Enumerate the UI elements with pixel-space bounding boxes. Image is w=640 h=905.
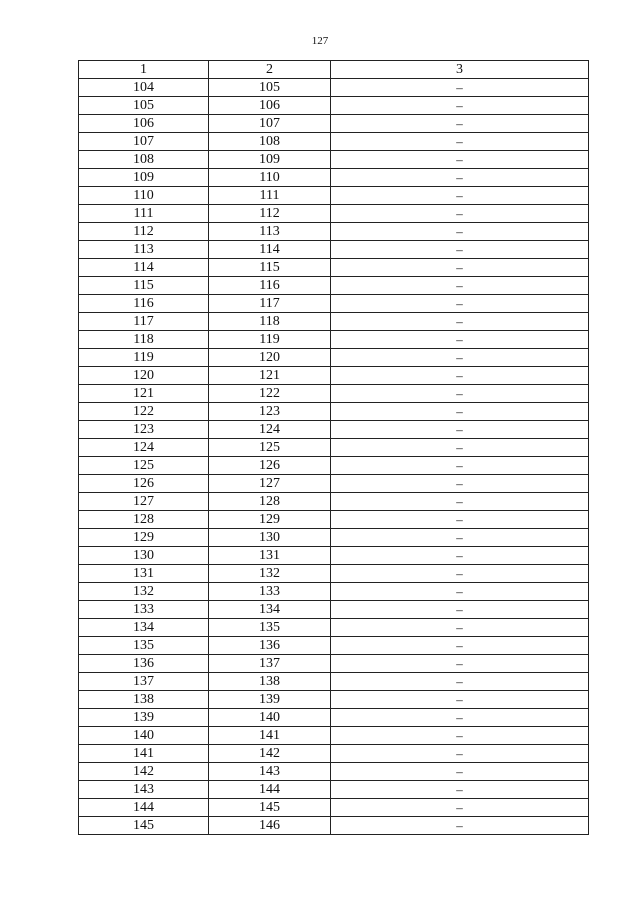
table-row: [79, 547, 589, 565]
table-cell-col2: 114: [209, 241, 331, 259]
table-cell-col3: –: [331, 493, 589, 511]
table-cell-col1: 116: [79, 295, 209, 313]
table-row: [79, 331, 589, 349]
table-cell-col1: 126: [79, 475, 209, 493]
table-cell-col1: 117: [79, 313, 209, 331]
table-cell-col3: –: [331, 349, 589, 367]
table-cell-col3: –: [331, 691, 589, 709]
table-cell-col2: 116: [209, 277, 331, 295]
table-cell-col3: –: [331, 601, 589, 619]
table-cell-col2: 138: [209, 673, 331, 691]
table-cell-col3: –: [331, 277, 589, 295]
table-cell-col3: –: [331, 97, 589, 115]
table-row: [79, 475, 589, 493]
table-cell-col3: –: [331, 457, 589, 475]
column-header-2: 2: [209, 61, 331, 79]
table-cell-col2: 133: [209, 583, 331, 601]
table-row: [79, 259, 589, 277]
table-cell-col1: 143: [79, 781, 209, 799]
table-row: [79, 655, 589, 673]
table-cell-col2: 127: [209, 475, 331, 493]
table-cell-col3: –: [331, 151, 589, 169]
table-cell-col2: 110: [209, 169, 331, 187]
table-cell-col1: 145: [79, 817, 209, 835]
table-cell-col3: –: [331, 673, 589, 691]
table-row: [79, 313, 589, 331]
table-row: [79, 817, 589, 835]
table-cell-col2: 130: [209, 529, 331, 547]
table-cell-col1: 136: [79, 655, 209, 673]
table-cell-col3: –: [331, 439, 589, 457]
table-cell-col3: –: [331, 169, 589, 187]
table-cell-col3: –: [331, 295, 589, 313]
table-cell-col2: 141: [209, 727, 331, 745]
table-cell-col2: 131: [209, 547, 331, 565]
table-cell-col2: 143: [209, 763, 331, 781]
table-cell-col2: 115: [209, 259, 331, 277]
table-cell-col3: –: [331, 115, 589, 133]
table-cell-col3: –: [331, 799, 589, 817]
table-cell-col2: 137: [209, 655, 331, 673]
table-cell-col1: 127: [79, 493, 209, 511]
column-header-3: 3: [331, 61, 589, 79]
table-cell-col2: 105: [209, 79, 331, 97]
table-cell-col2: 123: [209, 403, 331, 421]
table-cell-col3: –: [331, 655, 589, 673]
table-row: [79, 169, 589, 187]
table-row: [79, 223, 589, 241]
table-row: [79, 205, 589, 223]
table-cell-col2: 136: [209, 637, 331, 655]
table-cell-col1: 140: [79, 727, 209, 745]
table-cell-col3: –: [331, 583, 589, 601]
table-cell-col1: 132: [79, 583, 209, 601]
table-cell-col1: 144: [79, 799, 209, 817]
table-cell-col2: 126: [209, 457, 331, 475]
table-row: [79, 493, 589, 511]
table-row: [79, 565, 589, 583]
table-cell-col1: 104: [79, 79, 209, 97]
table-cell-col2: 132: [209, 565, 331, 583]
table-cell-col2: 106: [209, 97, 331, 115]
table-cell-col2: 120: [209, 349, 331, 367]
table-cell-col1: 121: [79, 385, 209, 403]
table-cell-col2: 113: [209, 223, 331, 241]
table-cell-col1: 115: [79, 277, 209, 295]
table-cell-col3: –: [331, 709, 589, 727]
table-row: [79, 403, 589, 421]
table-cell-col3: –: [331, 205, 589, 223]
table-cell-col1: 137: [79, 673, 209, 691]
table-cell-col2: 128: [209, 493, 331, 511]
table-cell-col3: –: [331, 223, 589, 241]
table-row: [79, 151, 589, 169]
table-row: [79, 619, 589, 637]
table-cell-col3: –: [331, 817, 589, 835]
table-cell-col1: 107: [79, 133, 209, 151]
table-cell-col1: 113: [79, 241, 209, 259]
table-row: [79, 187, 589, 205]
table-cell-col2: 112: [209, 205, 331, 223]
table-cell-col3: –: [331, 529, 589, 547]
table-cell-col3: –: [331, 241, 589, 259]
table-cell-col1: 131: [79, 565, 209, 583]
table-row: [79, 133, 589, 151]
table-cell-col3: –: [331, 619, 589, 637]
table-cell-col3: –: [331, 763, 589, 781]
table-cell-col1: 106: [79, 115, 209, 133]
table-row: [79, 115, 589, 133]
table-cell-col3: –: [331, 781, 589, 799]
table-cell-col2: 129: [209, 511, 331, 529]
table-row: [79, 511, 589, 529]
table-row: [79, 763, 589, 781]
table-row: [79, 799, 589, 817]
table-row: [79, 439, 589, 457]
table-cell-col2: 125: [209, 439, 331, 457]
table-cell-col2: 144: [209, 781, 331, 799]
table-cell-col3: –: [331, 745, 589, 763]
header-row: [79, 61, 589, 79]
table-cell-col2: 134: [209, 601, 331, 619]
table-cell-col1: 114: [79, 259, 209, 277]
table-cell-col3: –: [331, 637, 589, 655]
table-cell-col3: –: [331, 403, 589, 421]
table-row: [79, 673, 589, 691]
table-cell-col3: –: [331, 79, 589, 97]
table-cell-col1: 125: [79, 457, 209, 475]
table-cell-col1: 141: [79, 745, 209, 763]
table-cell-col1: 111: [79, 205, 209, 223]
table-cell-col1: 123: [79, 421, 209, 439]
table-row: [79, 529, 589, 547]
table-row: [79, 691, 589, 709]
table-cell-col2: 118: [209, 313, 331, 331]
table-cell-col2: 146: [209, 817, 331, 835]
table-cell-col2: 142: [209, 745, 331, 763]
table-cell-col3: –: [331, 565, 589, 583]
table-cell-col2: 122: [209, 385, 331, 403]
table-cell-col2: 111: [209, 187, 331, 205]
table-cell-col2: 139: [209, 691, 331, 709]
table-cell-col3: –: [331, 367, 589, 385]
table-cell-col2: 108: [209, 133, 331, 151]
table-cell-col1: 133: [79, 601, 209, 619]
table-cell-col3: –: [331, 727, 589, 745]
table-cell-col1: 124: [79, 439, 209, 457]
table-cell-col1: 118: [79, 331, 209, 349]
table-cell-col1: 112: [79, 223, 209, 241]
table-cell-col1: 139: [79, 709, 209, 727]
table-row: [79, 637, 589, 655]
table-cell-col3: –: [331, 547, 589, 565]
table-cell-col3: –: [331, 511, 589, 529]
table-row: [79, 457, 589, 475]
table-cell-col1: 129: [79, 529, 209, 547]
table-cell-col2: 145: [209, 799, 331, 817]
table-row: [79, 781, 589, 799]
table-cell-col2: 107: [209, 115, 331, 133]
table-row: [79, 349, 589, 367]
table-row: [79, 277, 589, 295]
table-cell-col1: 130: [79, 547, 209, 565]
table-row: [79, 727, 589, 745]
table-cell-col2: 140: [209, 709, 331, 727]
table-cell-col2: 119: [209, 331, 331, 349]
table-row: [79, 709, 589, 727]
table-cell-col1: 135: [79, 637, 209, 655]
column-header-1: 1: [79, 61, 209, 79]
table-cell-col2: 109: [209, 151, 331, 169]
table-cell-col1: 110: [79, 187, 209, 205]
table-row: [79, 583, 589, 601]
table-row: [79, 295, 589, 313]
table-cell-col1: 105: [79, 97, 209, 115]
table-cell-col3: –: [331, 133, 589, 151]
table-cell-col1: 128: [79, 511, 209, 529]
table-row: [79, 367, 589, 385]
table-cell-col1: 134: [79, 619, 209, 637]
table-cell-col2: 135: [209, 619, 331, 637]
table-row: [79, 97, 589, 115]
table-cell-col1: 120: [79, 367, 209, 385]
table-cell-col3: –: [331, 331, 589, 349]
table-cell-col3: –: [331, 259, 589, 277]
table-row: [79, 385, 589, 403]
table-row: [79, 745, 589, 763]
table-cell-col1: 138: [79, 691, 209, 709]
table-cell-col1: 119: [79, 349, 209, 367]
table-cell-col2: 124: [209, 421, 331, 439]
table-cell-col1: 142: [79, 763, 209, 781]
table-cell-col2: 117: [209, 295, 331, 313]
table-cell-col2: 121: [209, 367, 331, 385]
table-cell-col1: 108: [79, 151, 209, 169]
data-table: [78, 60, 589, 835]
table-row: [79, 421, 589, 439]
table-cell-col1: 109: [79, 169, 209, 187]
table-cell-col3: –: [331, 187, 589, 205]
table-row: [79, 79, 589, 97]
table-cell-col3: –: [331, 313, 589, 331]
page-number: 127: [311, 35, 329, 47]
table-cell-col3: –: [331, 385, 589, 403]
table-cell-col1: 122: [79, 403, 209, 421]
table-cell-col3: –: [331, 421, 589, 439]
table-cell-col3: –: [331, 475, 589, 493]
table-row: [79, 601, 589, 619]
table-header: [79, 61, 589, 79]
table-body: [79, 79, 589, 835]
table-row: [79, 241, 589, 259]
